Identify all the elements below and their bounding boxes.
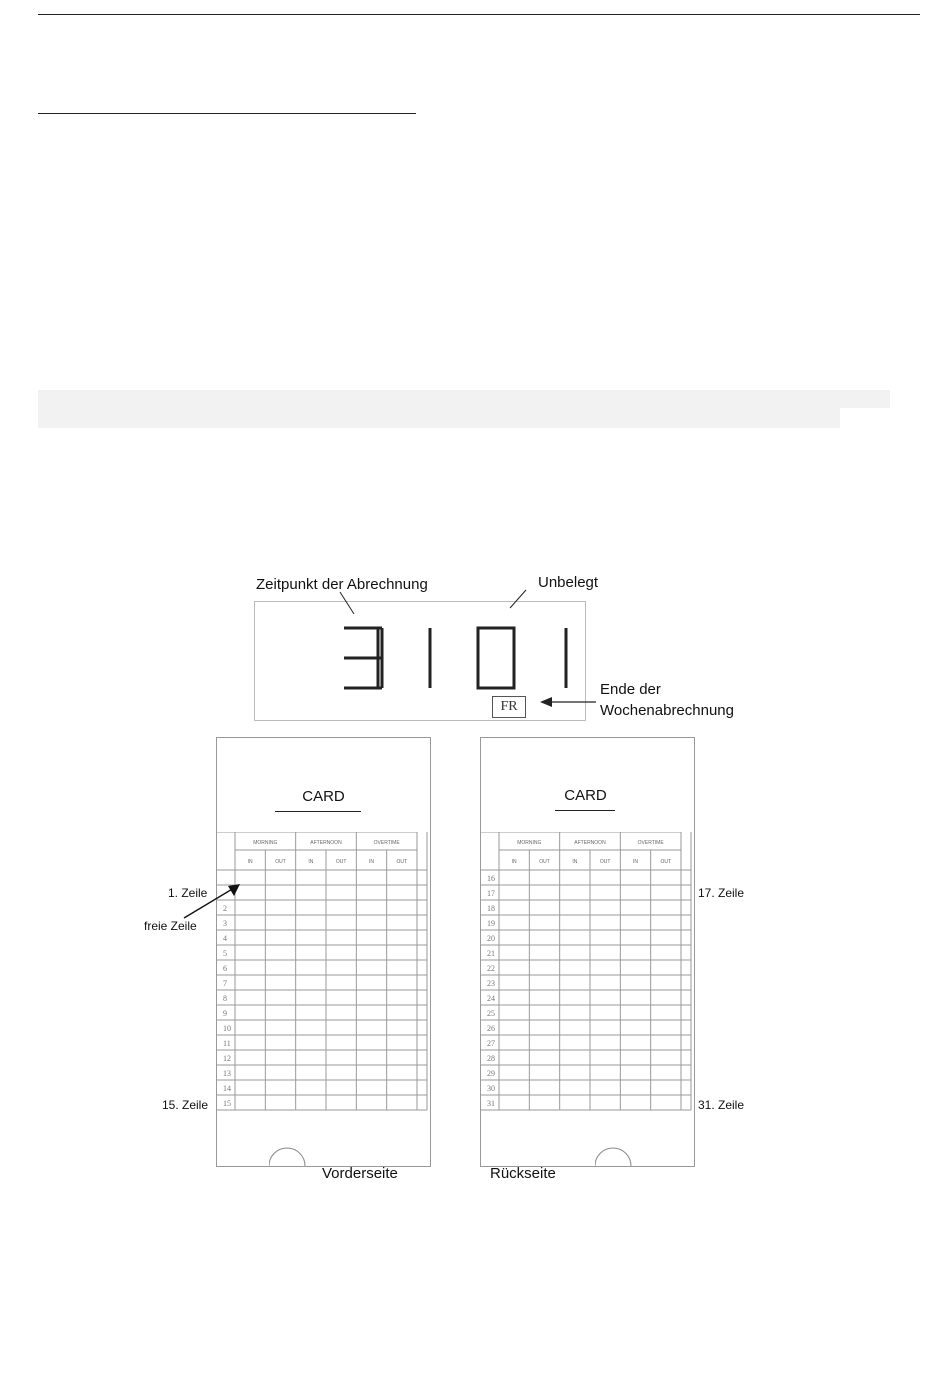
back-card (480, 737, 695, 1167)
header-rule (38, 14, 920, 15)
back-card-subheader-5: IN (633, 859, 638, 865)
arrow-ende-head (540, 697, 552, 707)
back-card-row-number: 20 (487, 934, 495, 943)
front-card-row-number: 9 (223, 1009, 227, 1018)
back-card-notch (595, 1140, 635, 1166)
front-card-row-number: 12 (223, 1054, 231, 1063)
shaded-band-lower (38, 408, 840, 428)
back-card-header-2: AFTERNOON (574, 840, 606, 846)
back-card-row-number: 26 (487, 1024, 495, 1033)
day-indicator: FR (492, 696, 526, 718)
back-card-row-number: 27 (487, 1039, 495, 1048)
front-card-subheader-1: IN (247, 859, 253, 865)
front-card-row-number: 10 (223, 1024, 231, 1033)
front-card-row-number: 4 (223, 934, 227, 943)
back-card-header-3: OVERTIME (637, 840, 664, 846)
front-card-subheader-6: OUT (396, 859, 408, 865)
shaded-band (38, 390, 890, 408)
heading-underline (38, 113, 416, 114)
front-card-row-number: 14 (223, 1084, 231, 1093)
front-card-title: CARD (302, 788, 345, 805)
back-card-row-number: 25 (487, 1009, 495, 1018)
front-card-header-3: OVERTIME (373, 840, 400, 846)
caption-rueckseite: Rückseite (490, 1165, 556, 1182)
front-card-row-number: 3 (223, 919, 227, 928)
digit-3 (344, 628, 382, 688)
front-card-row-number: 6 (223, 964, 227, 973)
front-card-title-rule (275, 811, 361, 812)
front-card (216, 737, 431, 1167)
front-card-row-number: 2 (223, 904, 227, 913)
callout-ende-line1: Ende der (600, 681, 661, 698)
callout-unbelegt: Unbelegt (538, 574, 599, 591)
back-card-row-number: 23 (487, 979, 495, 988)
back-card-title: CARD (564, 787, 607, 804)
annotation-row-17: 17. Zeile (698, 886, 745, 900)
front-card-row-number: 13 (223, 1069, 231, 1078)
front-card-row-number: 8 (223, 994, 227, 1003)
digit-0 (478, 628, 514, 688)
back-card-row-number: 19 (487, 919, 495, 928)
back-card-row-number: 18 (487, 904, 495, 913)
front-card-notch (269, 1140, 309, 1166)
front-card-row-number: 11 (223, 1039, 231, 1048)
front-card-subheader-2: OUT (275, 859, 286, 865)
back-card-row-number: 28 (487, 1054, 495, 1063)
front-card-subheader-5: IN (369, 859, 374, 865)
front-card-row-number: 15 (223, 1099, 231, 1108)
front-card-subheader-4: OUT (335, 859, 347, 865)
back-card-row-number: 31 (487, 1099, 495, 1108)
annotation-first-row: 1. Zeile (168, 886, 208, 900)
back-card-title-rule (555, 810, 615, 811)
callout-ende-line2: Wochenabrechnung (600, 702, 734, 719)
leader-unbelegt (510, 590, 526, 608)
back-card-subheader-3: IN (572, 859, 578, 865)
annotation-arrow (180, 874, 260, 924)
back-card-row-number: 17 (487, 889, 495, 898)
back-card-row-number: 21 (487, 949, 495, 958)
annotation-free-row: freie Zeile (144, 919, 197, 933)
front-card-header-2: AFTERNOON (310, 840, 342, 846)
back-card-row-number: 30 (487, 1084, 495, 1093)
back-card-subheader-1: IN (511, 859, 517, 865)
back-card-row-number: 24 (487, 994, 495, 1003)
annotation-row-15: 15. Zeile (162, 1098, 209, 1112)
callout-zeitpunkt: Zeitpunkt der Abrechnung (256, 576, 428, 593)
back-card-subheader-2: OUT (539, 859, 550, 865)
caption-vorderseite: Vorderseite (322, 1165, 398, 1182)
front-card-row-number: 5 (223, 949, 227, 958)
annotation-row-31: 31. Zeile (698, 1098, 745, 1112)
back-card-subheader-6: OUT (660, 859, 672, 865)
back-card-row-number: 29 (487, 1069, 495, 1078)
back-card-grid (481, 832, 694, 1114)
back-card-row-number: 22 (487, 964, 495, 973)
front-card-header-1: MORNING (253, 840, 278, 846)
front-card-row-number: 7 (223, 979, 227, 988)
back-card-header-1: MORNING (517, 840, 542, 846)
back-card-row-number: 16 (487, 874, 495, 883)
back-card-subheader-4: OUT (599, 859, 611, 865)
front-card-subheader-3: IN (308, 859, 314, 865)
leader-zeitpunkt (340, 592, 354, 614)
